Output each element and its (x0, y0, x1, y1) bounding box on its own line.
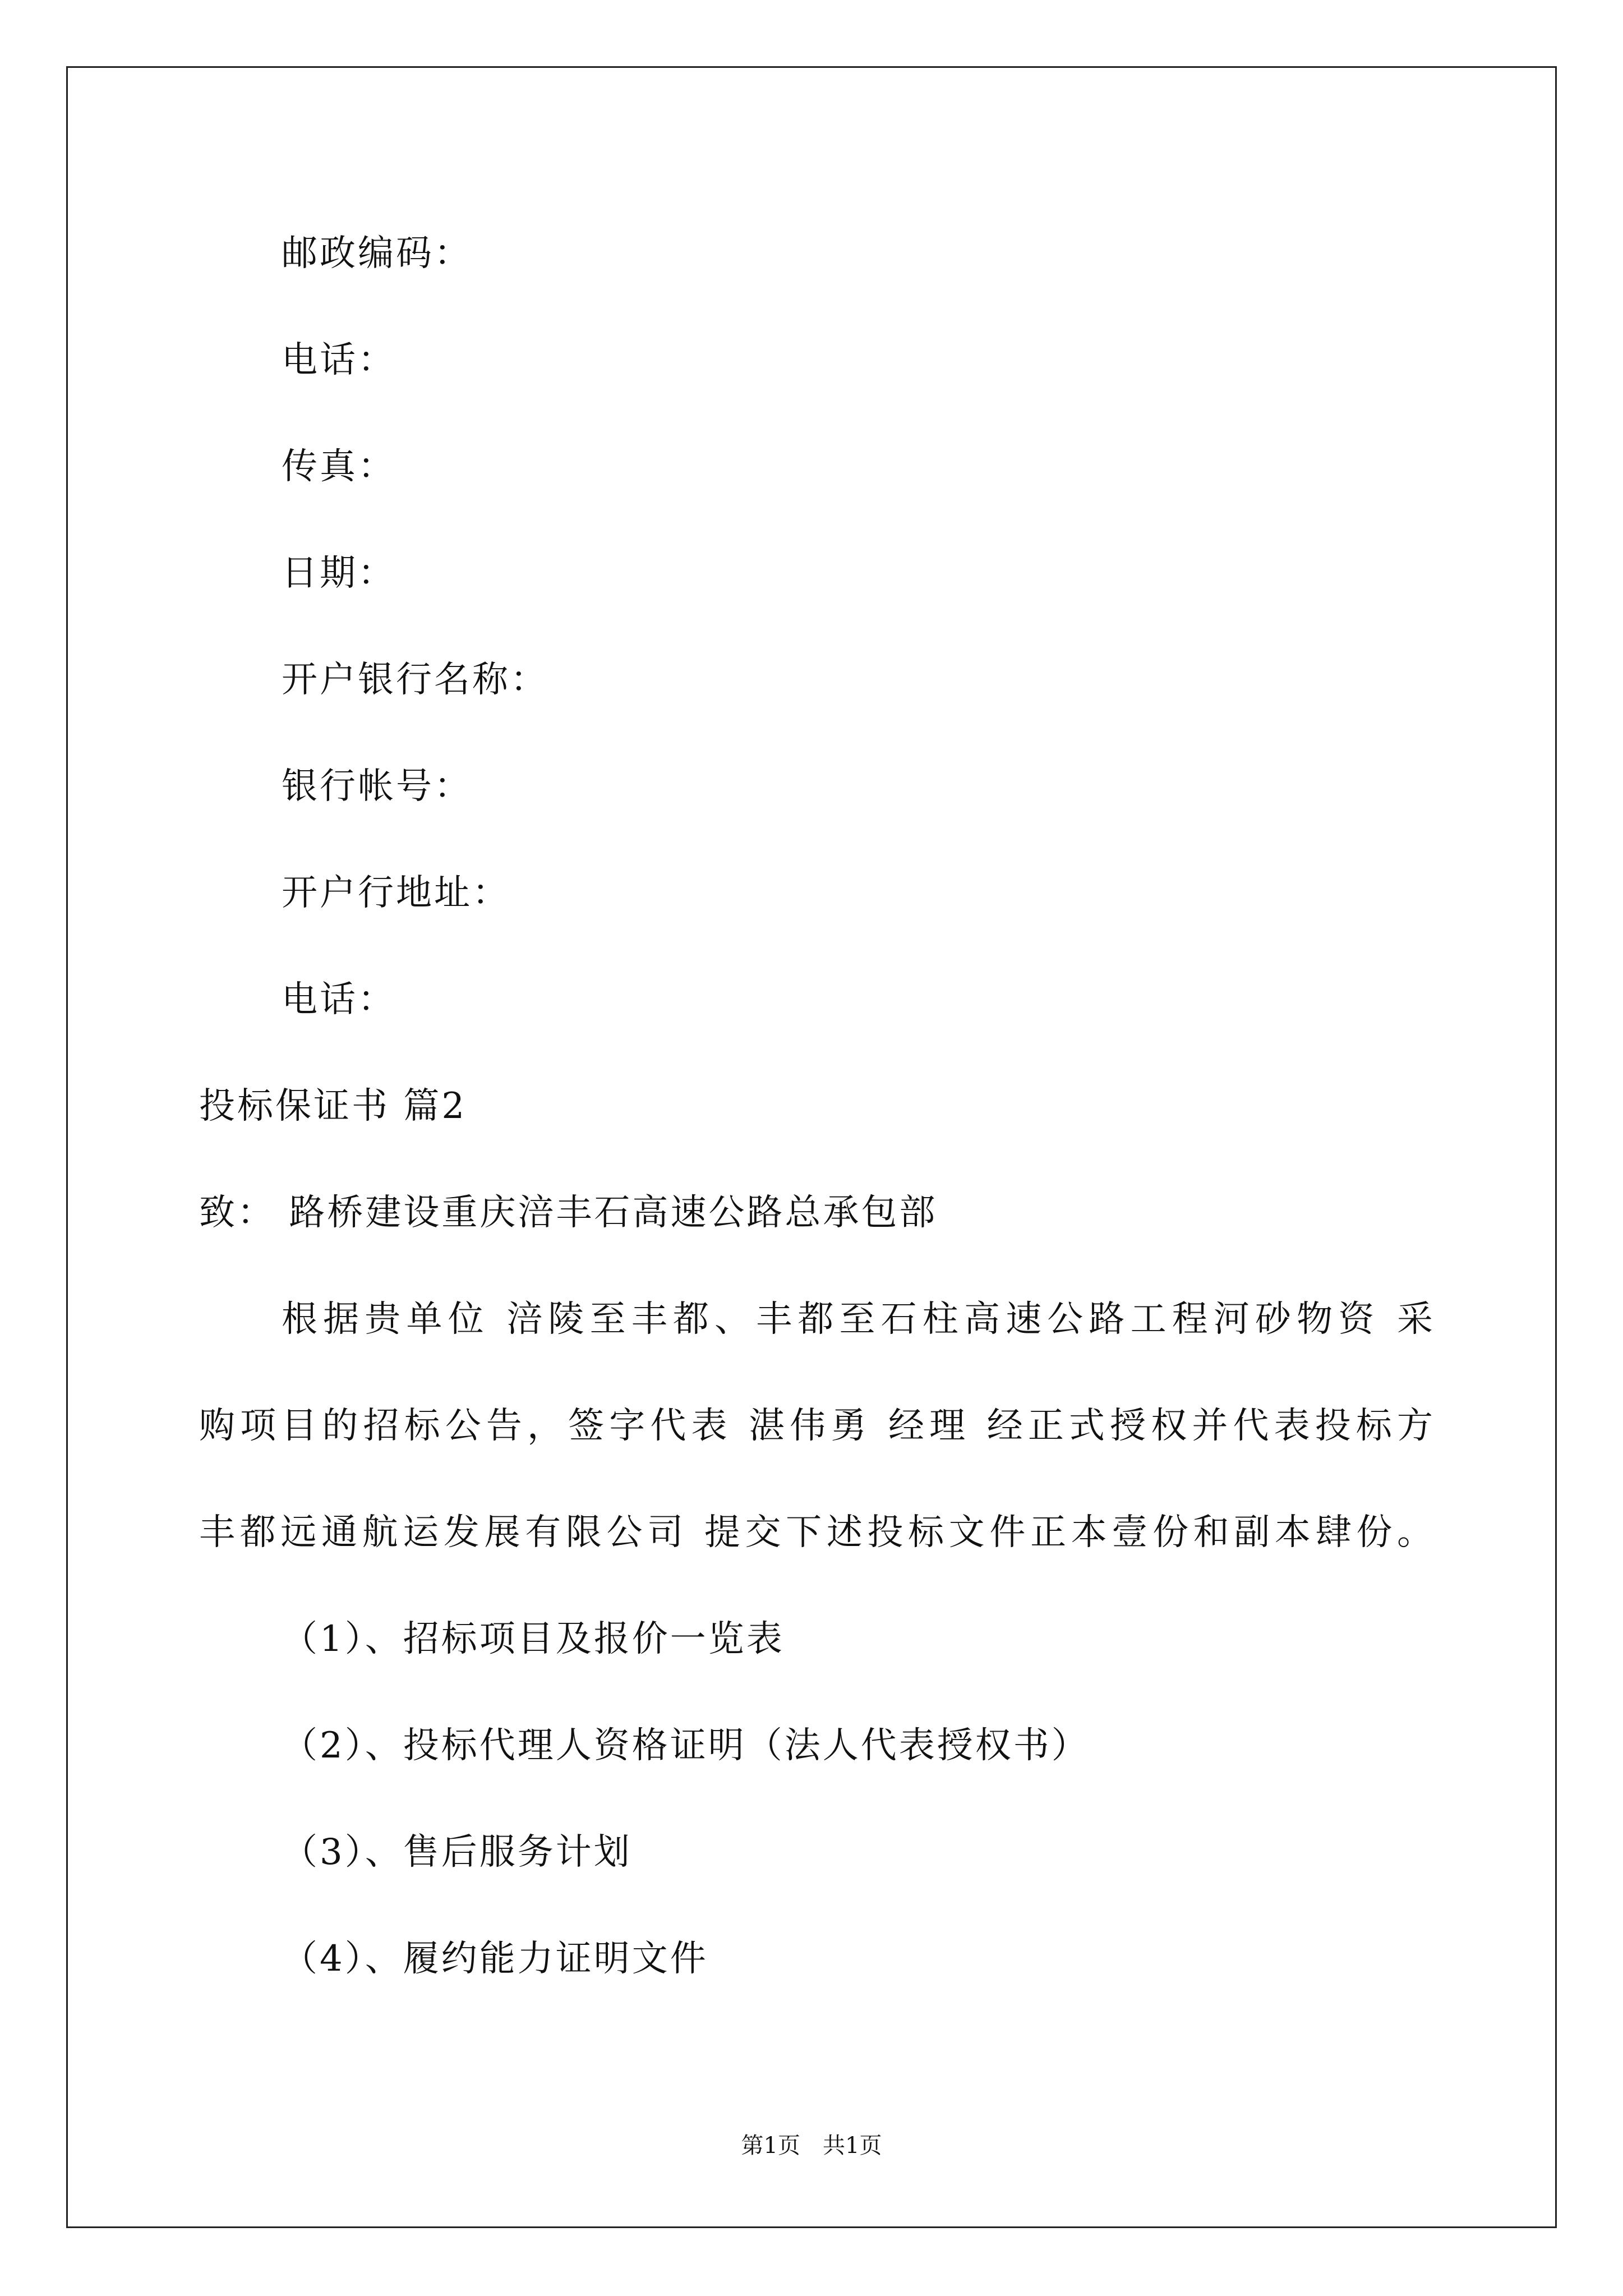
field-date: 日期： (282, 553, 396, 594)
list-item: （2）、投标代理人资格证明（法人代表授权书） (282, 1725, 1090, 1766)
field-bank-name: 开户银行名称： (282, 659, 548, 701)
field-postal-code: 邮政编码： (282, 233, 472, 274)
field-bank-address: 开户行地址： (282, 872, 510, 914)
page-border (66, 66, 1557, 2228)
field-fax: 传真： (282, 446, 396, 487)
list-item: （3）、售后服务计划 (282, 1832, 632, 1873)
paragraph-line-3: 丰都远通航运发展有限公司 提交下述投标文件正本壹份和副本肆份。 (199, 1512, 1433, 1553)
paragraph-line-2: 购项目的招标公告，签字代表 湛伟勇 经理 经正式授权并代表投标方 (199, 1405, 1433, 1447)
paragraph-line-1: 根据贵单位 涪陵至丰都、丰都至石柱高速公路工程河砂物资 采 (282, 1299, 1433, 1340)
section-title: 投标保证书 篇2 (199, 1085, 467, 1127)
field-bank-account: 银行帐号： (282, 766, 472, 807)
list-item: （4）、履约能力证明文件 (282, 1938, 708, 1980)
page-number: 第1页 共1页 (741, 2133, 882, 2159)
field-phone: 电话： (282, 339, 396, 381)
addressee: 致： 路桥建设重庆涪丰石高速公路总承包部 (199, 1192, 938, 1234)
field-phone-2: 电话： (282, 979, 396, 1020)
list-item: （1）、招标项目及报价一览表 (282, 1618, 785, 1660)
